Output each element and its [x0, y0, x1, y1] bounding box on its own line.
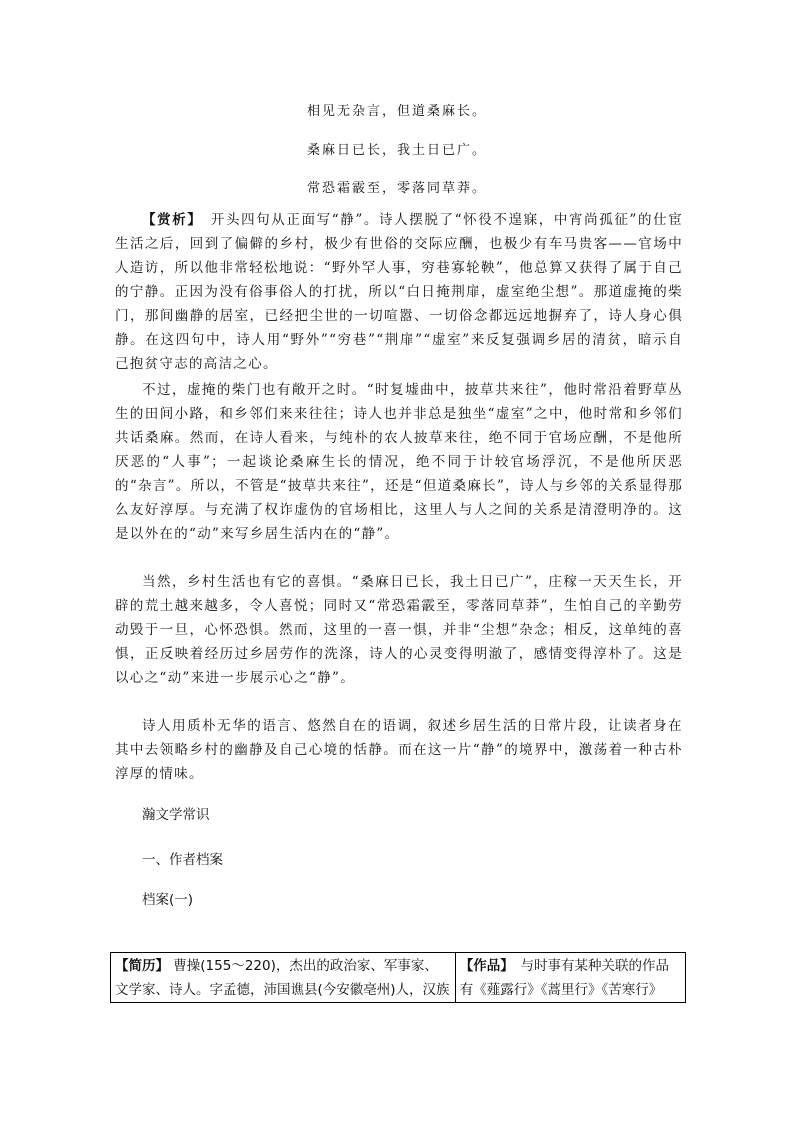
analysis-paragraph-1 [115, 208, 683, 376]
biography-cell [111, 953, 456, 1003]
works-label: 【作品】 [459, 958, 507, 974]
analysis-label: 【赏析】 [142, 212, 196, 228]
biography-text: 曹操(155～220)，杰出的政治家、军事家、文学家、诗人。字孟德，沛国谯县(今安徽亳州)人，汉族 [115, 958, 450, 998]
analysis-paragraph-4: 诗人用质朴无华的语言、悠然自在的语调，叙述乡居生活的日常片段，让读者身在其中去领略乡村的幽静及自己心境的恬静。而在这一片“静”的境界中，激荡着一种古朴淳厚的情味。 [115, 718, 683, 782]
author-profile-table [110, 952, 686, 1003]
poem-line-2: 桑麻日已长，我土日已广。 [306, 143, 487, 158]
section-heading-literary-knowledge: 瀚文学常识 [142, 807, 210, 823]
section-heading-profile-one: 档案(一) [142, 892, 194, 908]
works-text: 与时事有某种关联的作品有《薤露行》《蒿里行》《苦寒行》 [459, 958, 669, 998]
table-row [111, 953, 686, 1003]
section-heading-author-profile: 一、作者档案 [142, 852, 223, 868]
analysis-paragraph-2: 不过，虚掩的柴门也有敞开之时。“时复墟曲中，披草共来往”，他时常沿着野草丛生的田间小路，和乡邻们来来往往；诗人也并非总是独坐“虚室”之中，他时常和乡邻们共话桑麻。然而，在诗人看来，与纯朴的农人披草来往，绝不同于官场应酬，不是他所厌恶的“人事”；一起谈论桑麻生长的情况，绝不同于计较官场浮沉，不是他所厌恶的“杂言”。所以，不管是“披草共来往”，还是“但道桑麻长”，诗人与乡邻的关系显得那么友好淳厚。与充满了权诈虚伪的官场相比，这里人与人之间的关系是清澄明净的。这是以外在的“动”来写乡居生活内在的“静”。 [115, 382, 683, 542]
poem-line-3: 常恐霜霰至，零落同草莽。 [306, 181, 487, 196]
analysis-paragraph-3: 当然，乡村生活也有它的喜惧。“桑麻日已长，我土日已广”，庄稼一天天生长，开辟的荒土越来越多，令人喜悦；同时又“常恐霜霰至，零落同草莽”，生怕自己的辛勤劳动毁于一旦，心怀恐惧。然而，这里的一喜一惧，并非“尘想”杂念；相反，这单纯的喜惧，正反映着经历过乡居劳作的洗涤，诗人的心灵变得明澈了，感情变得淳朴了。这是以心之“动”来进一步展示心之“静”。 [115, 574, 683, 686]
poem-line-1: 相见无杂言，但道桑麻长。 [306, 104, 487, 119]
biography-label: 【简历】 [115, 958, 169, 974]
analysis-paragraph-1-text: 开头四句从正面写“静”。诗人摆脱了“怀役不遑寐，中宵尚孤征”的仕宦生活之后，回到了偏僻的乡村，极少有世俗的交际应酬，也极少有车马贵客——官场中人造访，所以他非常轻松地说：“野外罕人事，穷巷寡轮鞅”，他总算又获得了属于自己的宁静。正因为没有俗事俗人的打扰，所以“白日掩荆扉，虚室绝尘想”。那道虚掩的柴门，那间幽静的居室，已经把尘世的一切喧嚣、一切俗念都远远地摒弃了，诗人身心俱静。在这四句中，诗人用“野外”“穷巷”“荆扉”“虚室”来反复强调乡居的清贫，暗示自己抱贫守志的高洁之心。 [115, 212, 683, 372]
works-cell [455, 953, 685, 1003]
